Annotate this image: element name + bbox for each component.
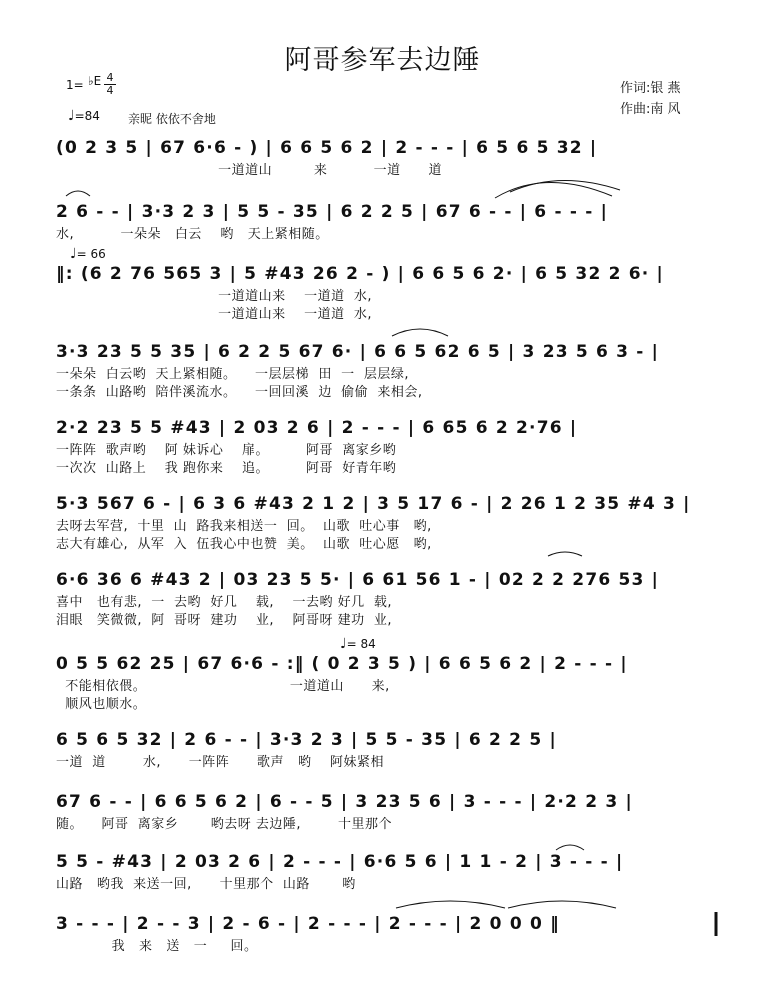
key-label: 1= bbox=[66, 78, 84, 92]
lyric-verse-2: 一次次 山路上 我 跑你来 追。 阿哥 好青年哟 bbox=[56, 461, 397, 476]
lyric-verse-2: 一条条 山路哟 陪伴溪流水。 一回回溪 边 偷偷 来相会, bbox=[56, 385, 423, 400]
tempo-value-1: =84 bbox=[74, 109, 100, 123]
slur-mark bbox=[66, 191, 90, 196]
lyric-verse-2: 泪眼 笑微微, 阿 哥呀 建功 业, 阿哥呀 建功 业, bbox=[56, 613, 393, 628]
jianpu-notes: 5 5 - #43 | 2 03 2 6 | 2 - - - | 6·6 5 6 | 1 1 - 2 | 3 - - - | bbox=[56, 852, 624, 872]
jianpu-notes: 2·2 23 5 5 #43 | 2 03 2 6 | 2 - - - | 6 65 6 2 2·76 | bbox=[56, 418, 578, 438]
lyric-verse-1: 一道道山 来 一道 道 bbox=[56, 163, 442, 178]
slur-mark bbox=[396, 901, 505, 908]
jianpu-notes: ‖: (6 2 76 565 3 | 5 #43 26 2 - ) | 6 6 5 6 2· | 6 5 32 2 6· | bbox=[56, 264, 664, 284]
lyric-verse-1: 一阵阵 歌声哟 阿 妹诉心 扉。 阿哥 离家乡哟 bbox=[56, 443, 397, 458]
quarter-note-icon: ♩ bbox=[340, 636, 347, 652]
slur-mark bbox=[510, 180, 620, 192]
lyric-verse-1: 一道 道 水, 一阵阵 歌声 哟 阿妹紧相 bbox=[56, 755, 384, 770]
lyric-verse-2: 顺风也顺水。 bbox=[56, 697, 147, 712]
song-title: 阿哥参军去边陲 bbox=[284, 45, 481, 76]
lyricist-credit: 作词:银 燕 bbox=[620, 81, 681, 96]
lyric-verse-1: 山路 哟我 来送一回, 十里那个 山路 哟 bbox=[56, 877, 356, 892]
slur-mark bbox=[556, 845, 584, 850]
slur-mark bbox=[495, 182, 612, 198]
lyric-verse-1: 水, 一朵朵 白云 哟 天上紧相随。 bbox=[56, 227, 329, 242]
jianpu-notes: 0 5 5 62 25 | 67 6·6 - :‖ ( 0 2 3 5 ) | 6 6 5 6 2 | 2 - - - | bbox=[56, 654, 628, 674]
jianpu-notes: (0 2 3 5 | 67 6·6 - ) | 6 6 5 6 2 | 2 - - - | 6 5 6 5 32 | bbox=[56, 138, 598, 158]
jianpu-notes: 5·3 567 6 - | 6 3 6 #43 2 1 2 | 3 5 17 6 - | 2 26 1 2 35 #4 3 | bbox=[56, 494, 691, 514]
lyric-verse-2: 一道道山来 一道道 水, bbox=[56, 307, 373, 322]
key-accidental: ♭E bbox=[88, 74, 102, 88]
slur-mark bbox=[508, 901, 616, 908]
lyric-verse-1: 去呀去军营, 十里 山 路我来相送一 回。 山歌 吐心事 哟, bbox=[56, 519, 432, 534]
slur-mark bbox=[548, 552, 582, 556]
lyric-verse-1: 我 来 送 一 回。 bbox=[56, 939, 258, 954]
composer-credit: 作曲:南 风 bbox=[620, 102, 681, 117]
quarter-note-icon: ♩ bbox=[68, 108, 75, 124]
meter-top: 4 bbox=[106, 71, 114, 84]
lyric-verse-2: 志大有雄心, 从军 入 伍我心中也赞 美。 山歌 吐心愿 哟, bbox=[56, 537, 432, 552]
slur-mark bbox=[392, 329, 448, 336]
meter-bottom: 4 bbox=[104, 84, 116, 97]
lyric-verse-1: 一朵朵 白云哟 天上紧相随。 一层层梯 田 一 层层绿, bbox=[56, 367, 409, 382]
lyric-verse-1: 喜中 也有悲, 一 去哟 好几 载, 一去哟 好几 载, bbox=[56, 595, 393, 610]
jianpu-notes: 2 6 - - | 3·3 2 3 | 5 5 - 35 | 6 2 2 5 | 67 6 - - | 6 - - - | bbox=[56, 202, 608, 222]
quarter-note-icon: ♩ bbox=[70, 246, 77, 262]
jianpu-notes: 67 6 - - | 6 6 5 6 2 | 6 - - 5 | 3 23 5 6 | 3 - - - | 2·2 2 3 | bbox=[56, 792, 633, 812]
jianpu-notes: 6 5 6 5 32 | 2 6 - - | 3·3 2 3 | 5 5 - 35 | 6 2 2 5 | bbox=[56, 730, 557, 750]
lyric-verse-1: 一道道山来 一道道 水, bbox=[56, 289, 373, 304]
tempo-value-3: = 84 bbox=[346, 637, 376, 651]
tempo-value-2: = 66 bbox=[76, 247, 106, 261]
jianpu-notes: 6·6 36 6 #43 2 | 03 23 5 5· | 6 61 56 1 - | 02 2 2 276 53 | bbox=[56, 570, 660, 590]
lyric-verse-1: 随。 阿哥 离家乡 哟去呀 去边陲, 十里那个 bbox=[56, 817, 393, 832]
jianpu-notes: 3 - - - | 2 - - 3 | 2 - 6 - | 2 - - - | 2 - - - | 2 0 0 0 ‖ bbox=[56, 914, 560, 934]
lyric-verse-1: 不能相依偎。 一道道山 来, bbox=[56, 679, 390, 694]
expression-mark: 亲昵 依依不舍地 bbox=[128, 112, 216, 126]
jianpu-notes: 3·3 23 5 5 35 | 6 2 2 5 67 6· | 6 6 5 62 6 5 | 3 23 5 6 3 - | bbox=[56, 342, 660, 362]
